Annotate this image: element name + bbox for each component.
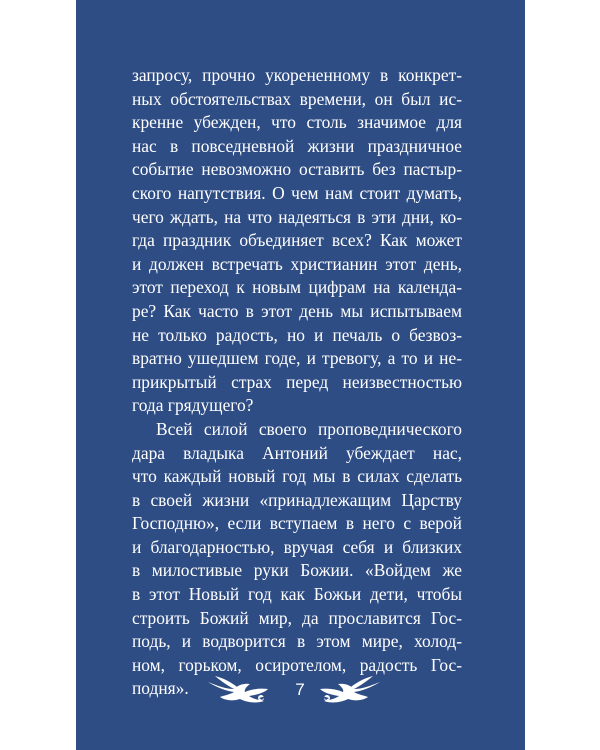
text-line: в своей жизни «принадлежащим Царству bbox=[132, 489, 462, 510]
text-line: Господню», если вступаем в него с верой bbox=[132, 513, 462, 534]
text-line: подь, и водворится в этом мире, холод- bbox=[132, 631, 462, 652]
dove-right-icon bbox=[312, 674, 384, 708]
text-line: этот переход к новым цифрам на календа- bbox=[132, 277, 462, 298]
text-line: и благодарностью, вручая себя и близких bbox=[132, 536, 462, 557]
text-line: в милостивые руки Божии. «Войдем же bbox=[132, 560, 462, 581]
text-line: событие невозможно оставить без пастыр- bbox=[132, 159, 462, 180]
text-line: запросу, прочно укорененному в конкрет- bbox=[132, 65, 462, 85]
text-line: вратно ушедшем годе, и тревогу, а то и не- bbox=[132, 348, 462, 369]
text-line: ре? Как часто в этот день мы испытываем bbox=[132, 300, 462, 321]
text-line: подня». bbox=[132, 678, 189, 699]
page-number: 7 bbox=[295, 680, 305, 699]
text-line: и должен встречать христианин этот день, bbox=[132, 253, 462, 274]
paragraph-1 bbox=[132, 64, 462, 418]
text-line: дара владыка Антоний убеждает нас, bbox=[132, 442, 462, 463]
text-line: строить Божий мир, да прославится Гос- bbox=[132, 607, 462, 628]
text-line: нас в повседневной жизни праздничное bbox=[132, 135, 462, 156]
text-line: ского напутствия. О чем нам стоит думать, bbox=[132, 182, 462, 203]
text-line: Всей силой своего проповеднического bbox=[156, 418, 462, 439]
text-line: ном, горьком, осиротелом, радость Гос- bbox=[132, 654, 462, 675]
paragraph-2 bbox=[132, 418, 462, 701]
text-line: что каждый новый год мы в силах сделать bbox=[132, 466, 462, 487]
text-line: года грядущего? bbox=[132, 395, 254, 416]
page-footer bbox=[0, 668, 600, 716]
text-line: не только радость, но и печаль о безвоз- bbox=[132, 324, 462, 345]
body-text bbox=[132, 64, 462, 701]
text-line: гда праздник объединяет всех? Как может bbox=[132, 230, 462, 251]
text-line: ных обстоятельствах времени, он был ис- bbox=[132, 88, 462, 109]
text-line: в этот Новый год как Божьи дети, чтобы bbox=[132, 584, 462, 605]
text-line: прикрытый страх перед неизвестностью bbox=[132, 371, 462, 392]
text-line: кренне убежден, что столь значимое для bbox=[132, 112, 462, 133]
text-line: чего ждать, на что надеяться в эти дни, ко- bbox=[132, 206, 462, 227]
